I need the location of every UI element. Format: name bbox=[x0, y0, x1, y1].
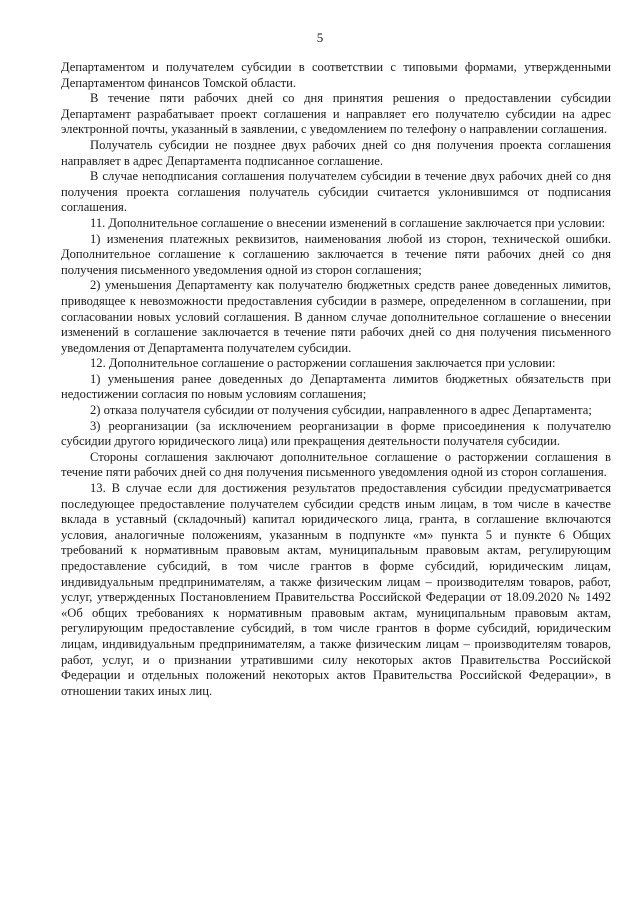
paragraph-item-12: 12. Дополнительное соглашение о расторжении соглашения заключается при условии: bbox=[90, 356, 556, 371]
page-number: 5 bbox=[316, 30, 324, 45]
paragraph-signed-agreement: Получатель субсидии не позднее двух рабочих дней со дня получения проекта соглашения направляет в адрес Департамента подписанное соглашение. bbox=[61, 137, 611, 168]
paragraph-non-signing: В случае неподписания соглашения получателем субсидии в течение двух рабочих дней со дня получения проекта соглашения получатель субсидии считается уклонившимся от подписания соглашения. bbox=[61, 169, 611, 215]
paragraph-item-12-1: 1) уменьшения ранее доведенных до Департамента лимитов бюджетных обязательств при недостижении согласия по новым условиям соглашения; bbox=[61, 371, 611, 402]
paragraph-item-12-3: 3) реорганизации (за исключением реорганизации в форме присоединения к получателю субсидии другого юридического лица) или прекращения деятельности получателя субсидии. bbox=[61, 418, 611, 449]
paragraph-item-12-2: 2) отказа получателя субсидии от получения субсидии, направленного в адрес Департамента; bbox=[90, 403, 592, 418]
paragraph-item-13: 13. В случае если для достижения результатов предоставления субсидии предусматривается последующее предоставление получателем субсидии средств иным лицам, в том числе в качестве вклада в уставный (складочный) капитал юридического лица, гранта, в соглашение включаются условия, аналогичные положениям, указанным в подпункте «м» пункта 5 и пункте 6 Общих требований к нормативным правовым актам, муниципальным правовым актам, регулирующим предоставление субсидий, в том числе грантов в форме субсидий, юридическим лицам, индивидуальным предпринимателям, а также физическим лицам – производителям товаров, работ, услуг, утвержденных Постановлением Правительства Российской Федерации от 18.09.2020 № 1492 «Об общих требованиях к нормативным правовым актам, муниципальным правовым актам, регулирующим предоставление субсидий, в том числе грантов в форме субсидий, юридическим лицам, индивидуальным предпринимателям, а также физическим лицам – производителям товаров, работ, услуг, и о признании утратившими силу некоторых актов Правительства Российской Федерации и отдельных положений некоторых актов Правительства Российской Федерации», в отношении таких иных лиц. bbox=[61, 481, 611, 698]
document-body bbox=[61, 60, 611, 699]
paragraph-item-11-2: 2) уменьшения Департаменту как получателю бюджетных средств ранее доведенных лимитов, приводящее к невозможности предоставления субсидии в размере, определенном в соглашении, при согласовании новых условий соглашения. В данном случае дополнительное соглашение о внесении изменений в соглашение заключается в течение пяти рабочих дней со дня получения письменного уведомления от Департамента получателем субсидии. bbox=[61, 278, 611, 355]
paragraph-item-11: 11. Дополнительное соглашение о внесении изменений в соглашение заключается при условии: bbox=[90, 215, 606, 230]
paragraph-item-11-1: 1) изменения платежных реквизитов, наименования любой из сторон, технической ошибки. Дополнительное соглашение к соглашению заключается в течение пяти рабочих дней со дня получения письменного уведомления одной из сторон соглашения; bbox=[61, 231, 611, 277]
paragraph-draft-agreement: В течение пяти рабочих дней со дня принятия решения о предоставлении субсидии Департамент разрабатывает проект соглашения и направляет его получателю субсидии на адрес электронной почты, указанный в заявлении, с уведомлением по телефону о направлении соглашения. bbox=[61, 91, 611, 137]
paragraph-continuation: Департаментом и получателем субсидии в соответствии с типовыми формами, утвержденными Департаментом финансов Томской области. bbox=[61, 60, 611, 90]
paragraph-termination: Стороны соглашения заключают дополнительное соглашение о расторжении соглашения в течение пяти рабочих дней со дня получения письменного уведомления одной из сторон соглашения. bbox=[61, 449, 611, 480]
